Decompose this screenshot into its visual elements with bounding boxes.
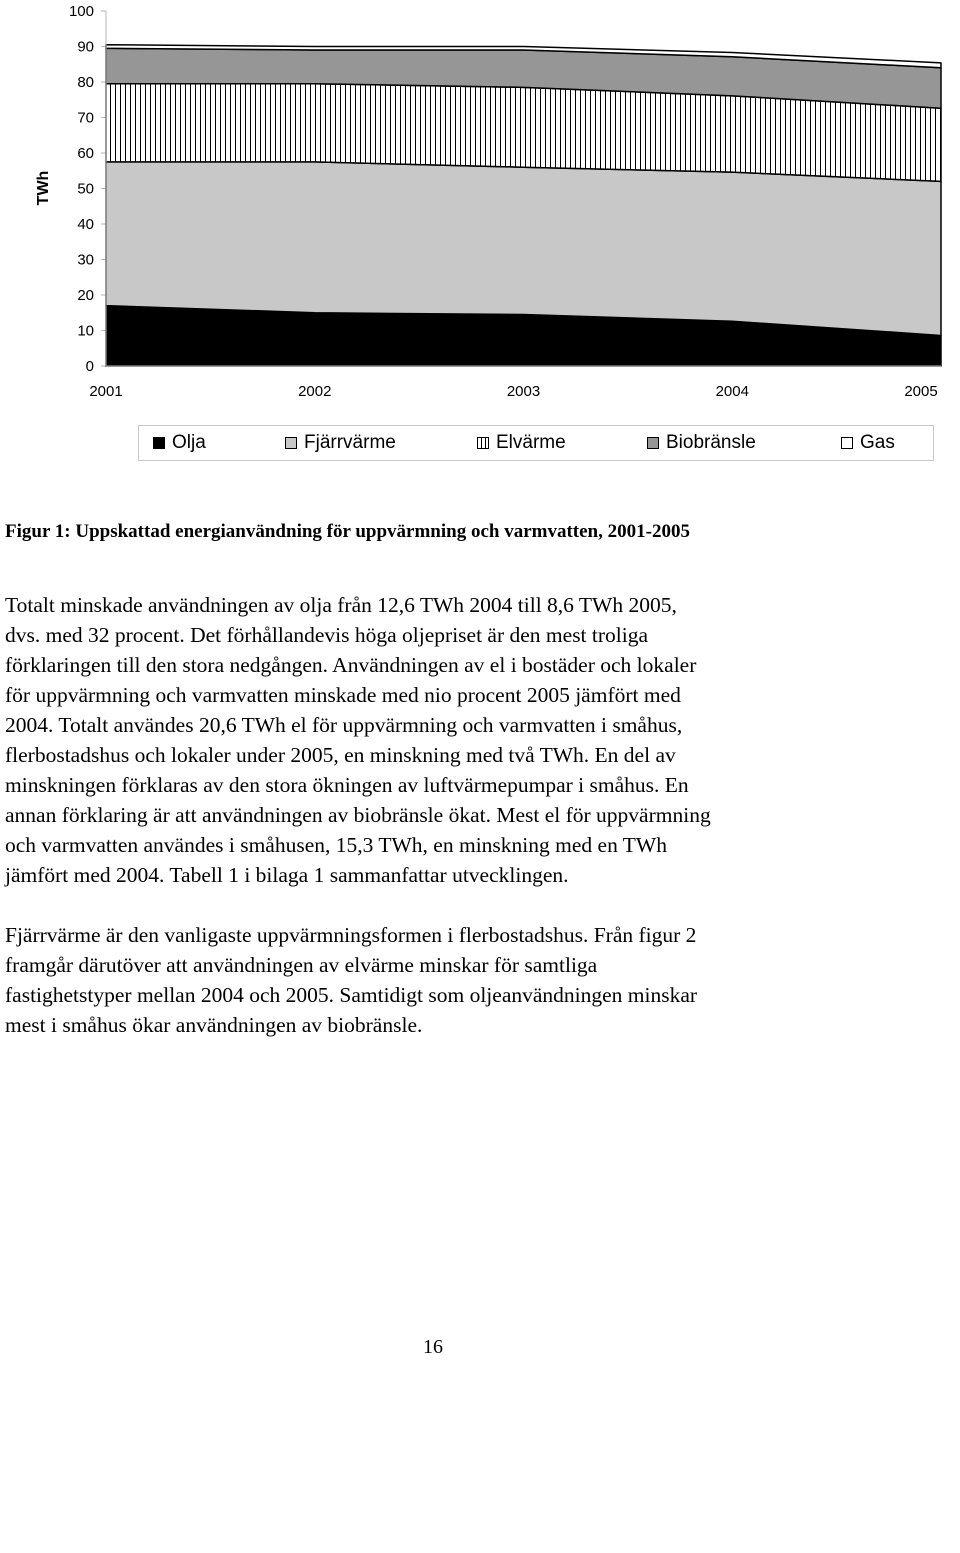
legend-label-fjarrvarme: Fjärrvärme (304, 432, 396, 453)
text-line: för uppvärmning och varmvatten minskade med nio procent 2005 jämfört med (5, 683, 681, 707)
legend-label-biobransle: Biobränsle (666, 432, 756, 453)
area-series-group (106, 45, 941, 366)
y-tick-label: 100 (68, 3, 94, 20)
legend-swatch-fjarrvarme (285, 437, 297, 449)
y-tick-label: 10 (77, 322, 94, 340)
legend-item-gas (841, 426, 895, 460)
text-line: och varmvatten användes i småhusen, 15,3 TWh, en minskning med en TWh (5, 833, 667, 857)
text-line: annan förklaring är att användningen av biobränsle ökat. Mest el för uppvärmning (5, 803, 711, 827)
y-axis-label: TWh (35, 170, 52, 206)
legend-item-elvarme (477, 426, 566, 460)
x-tick-label: 2004 (715, 383, 749, 400)
text-line: flerbostadshus och lokaler under 2005, en minskning med två TWh. En del av (5, 743, 676, 767)
y-tick-label: 50 (77, 180, 94, 198)
y-tick-label: 20 (77, 287, 94, 304)
page-number: 16 (423, 1336, 443, 1358)
x-tick-label: 2003 (506, 383, 541, 400)
legend-label-olja: Olja (172, 432, 206, 453)
text-line: minskningen förklaras av den stora ökningen av luftvärmepumpar i småhus. En (5, 773, 689, 797)
text-line: Totalt minskade användningen av olja från 12,6 TWh 2004 till 8,6 TWh 2005, (5, 593, 677, 617)
y-axis-ticks (69, 3, 106, 375)
legend-item-fjarrvarme (285, 426, 396, 460)
legend-item-olja (153, 426, 206, 460)
chart-legend (138, 425, 934, 461)
figure-caption: Figur 1: Uppskattad energianvändning för uppvärmning och varmvatten, 2001-2005 (5, 521, 690, 542)
y-tick-label: 90 (77, 38, 94, 56)
stacked-area-chart (0, 0, 960, 420)
text-line: jämfört med 2004. Tabell 1 i bilaga 1 sammanfattar utvecklingen. (5, 863, 569, 887)
text-line: förklaringen till den stora nedgången. Användningen av el i bostäder och lokaler (5, 653, 697, 677)
text-line: 2004. Totalt användes 20,6 TWh el för uppvärmning och varmvatten i småhus, (5, 713, 683, 737)
legend-swatch-biobransle (647, 437, 659, 449)
y-tick-label: 0 (85, 358, 94, 375)
x-tick-label: 2005 (904, 383, 938, 400)
y-tick-label: 30 (77, 251, 94, 269)
legend-swatch-elvarme (477, 437, 489, 449)
paragraph-district-heating (5, 920, 955, 1040)
legend-swatch-gas (841, 437, 853, 449)
y-tick-label: 60 (77, 145, 94, 162)
area-series-1 (106, 162, 941, 336)
text-line: Fjärrvärme är den vanligaste uppvärmningsformen i flerbostadshus. Från figur 2 (5, 923, 697, 947)
x-tick-label: 2002 (298, 383, 332, 400)
text-line: fastighetstyper mellan 2004 och 2005. Samtidigt som oljeanvändningen minskar (5, 983, 698, 1007)
text-line: framgår därutöver att användningen av elvärme minskar för samtliga (5, 953, 598, 977)
legend-label-elvarme: Elvärme (496, 432, 566, 453)
legend-label-gas: Gas (860, 432, 895, 453)
y-tick-label: 70 (77, 109, 94, 127)
paragraph-oil-electricity (5, 590, 955, 890)
legend-item-biobransle (647, 426, 756, 460)
text-line: dvs. med 32 procent. Det förhållandevis höga oljepriset är den mest troliga (5, 623, 649, 647)
y-tick-label: 40 (77, 216, 94, 233)
x-tick-label: 2001 (89, 383, 123, 400)
x-axis-ticks (89, 383, 937, 400)
text-line: mest i småhus ökar användningen av biobränsle. (5, 1013, 423, 1037)
legend-swatch-olja (153, 437, 165, 449)
y-tick-label: 80 (77, 74, 94, 91)
